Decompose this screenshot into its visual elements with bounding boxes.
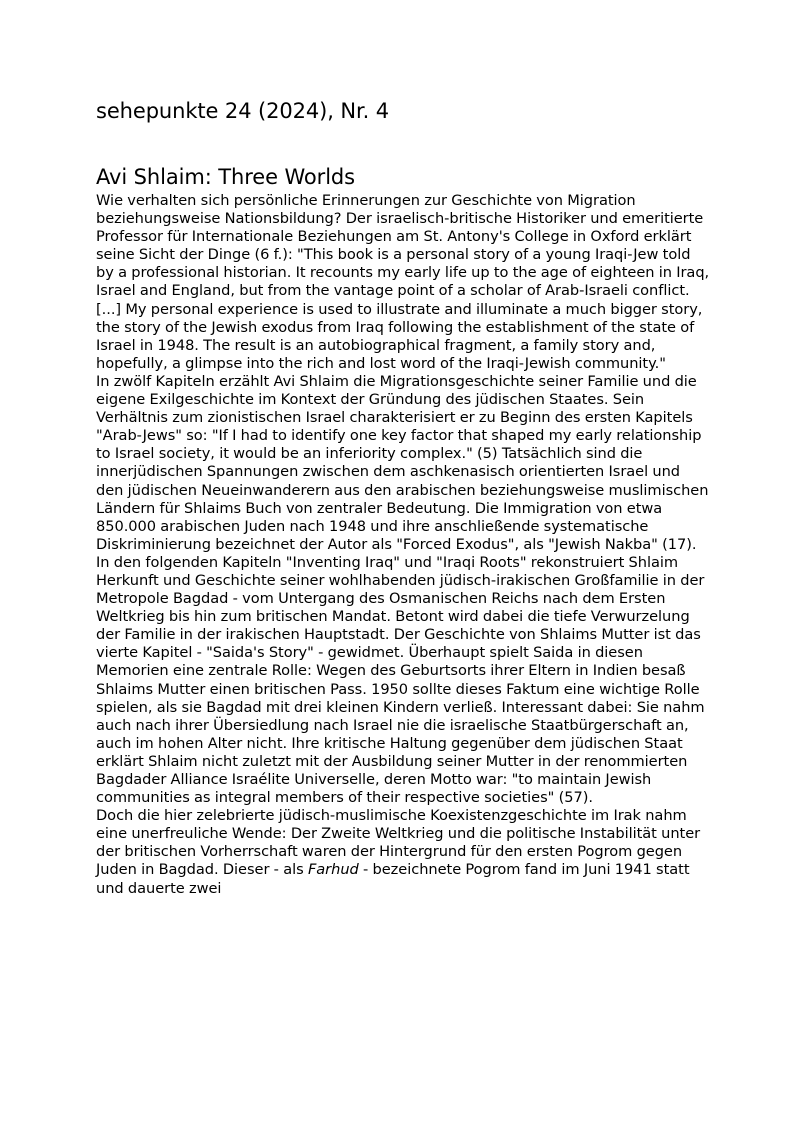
farhud-term: Farhud	[307, 861, 359, 879]
paragraph-farhud-text-before: Doch die hier zelebrierte jüdisch-muslimische Koexistenzgeschichte im Irak nahm eine unerfreuliche Wende: Der Zweite Weltkrieg und die politische Instabilität unter der britischen Vorherrschaft waren der Hintergrund für den ersten Pogrom gegen Juden in Bagdad. Dieser - als	[96, 807, 701, 879]
journal-issue-heading: sehepunkte 24 (2024), Nr. 4	[96, 99, 390, 123]
paragraph-farhud-text-after: - bezeichnete Pogrom fand im Juni 1941 statt und dauerte zwei	[96, 861, 690, 897]
document-page	[96, 96, 710, 898]
paragraph-chapters: In zwölf Kapiteln erzählt Avi Shlaim die Migrationsgeschichte seiner Familie und die eigene Exilgeschichte im Kontext der Gründung des jüdischen Staates. Sein Verhältnis zum zionistischen Israel charakterisiert er zu Beginn des ersten Kapitels "Arab-Jews" so: "If I had to identify one key factor that shaped my early relationship to Israel society, it would be an inferiority complex." (5) Tatsächlich sind die innerjüdischen Spannungen zwischen dem aschkenasisch orientierten Israel und den jüdischen Neueinwanderern aus den arabischen beziehungsweise muslimischen Ländern für Shlaims Buch von zentraler Bedeutung. Die Immigration von etwa 850.000 arabischen Juden nach 1948 und ihre anschließende systematische Diskriminierung bezeichnet der Autor als "Forced Exodus", als "Jewish Nakba" (17).	[96, 372, 709, 553]
paragraph-family: In den folgenden Kapiteln "Inventing Iraq" und "Iraqi Roots" rekonstruiert Shlaim Herkunft und Geschichte seiner wohlhabenden jüdisch-irakischen Großfamilie in der Metropole Bagdad - vom Untergang des Osmanischen Reichs nach dem Ersten Weltkrieg bis hin zum britischen Mandat. Betont wird dabei die tiefe Verwurzelung der Familie in der irakischen Hauptstadt. Der Geschichte von Shlaims Mutter ist das vierte Kapitel - "Saida's Story" - gewidmet. Überhaupt spielt Saida in diesen Memorien eine zentrale Rolle: Wegen des Geburtsorts ihrer Eltern in Indien besaß Shlaims Mutter einen britischen Pass. 1950 sollte dieses Faktum eine wichtige Rolle spielen, als sie Bagdad mit drei kleinen Kindern verließ. Interessant dabei: Sie nahm auch nach ihrer Übersiedlung nach Israel nie die israelische Staatbürgerschaft an, auch im hohen Alter nicht. Ihre kritische Haltung gegenüber dem jüdischen Staat erklärt Shlaim nicht zuletzt mit der Ausbildung seiner Mutter in der renommierten Bagdader Alliance Israélite Universelle, deren Motto war: "to maintain Jewish communities as integral members of their respective societies" (57).	[96, 553, 705, 807]
paragraph-farhud	[96, 807, 710, 897]
review-title: Avi Shlaim: Three Worlds	[96, 165, 356, 189]
paragraph-intro: Wie verhalten sich persönliche Erinnerungen zur Geschichte von Migration beziehungsweise Nationsbildung? Der israelisch-britische Historiker und emeritierte Professor für Internationale Beziehungen am St. Antony's College in Oxford erklärt seine Sicht der Dinge (6 f.): "This book is a personal story of a young Iraqi-Jew told by a professional historian. It recounts my early life up to the age of eighteen in Iraq, Israel and England, but from the vantage point of a scholar of Arab-Israeli conflict. [...] My personal experience is used to illustrate and illuminate a much bigger story, the story of the Jewish exodus from Iraq following the establishment of the state of Israel in 1948. The result is an autobiographical fragment, a family story and, hopefully, a glimpse into the rich and lost word of the Iraqi-Jewish community."	[96, 192, 710, 372]
